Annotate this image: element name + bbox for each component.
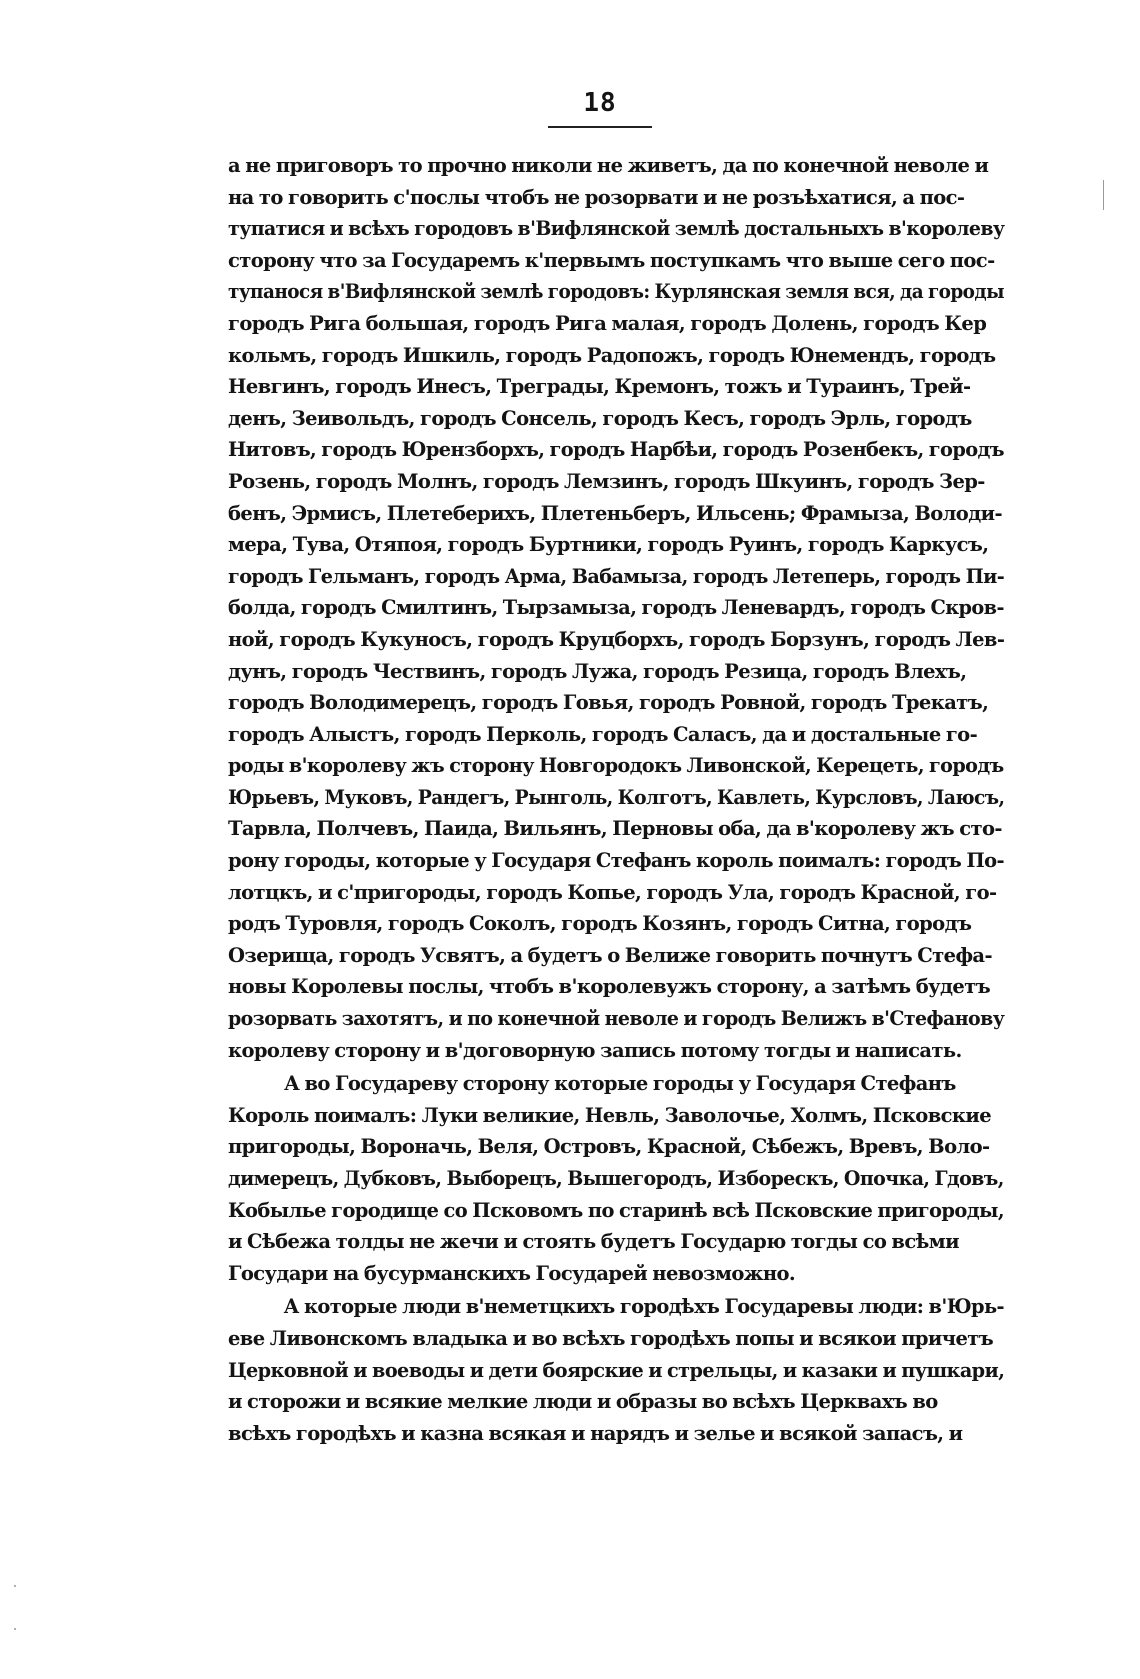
scan-speck [14, 1585, 16, 1587]
text-line: тупатися и всѣхъ городовъ в'Вифлянской землѣ достальныхъ в'королеву [228, 217, 1005, 241]
text-line: рону городы, которые у Государя Стефанъ король поималъ: городъ По- [228, 849, 1005, 873]
text-line: городъ Гельманъ, городъ Арма, Вабамыза, городъ Летеперь, городъ Пи- [228, 564, 1005, 588]
text-line: Кобылье городище со Псковомъ по старинѣ всѣ Псковские пригороды, [228, 1198, 1005, 1222]
text-line: сторону что за Государемъ к'первымъ поступкамъ что выше сего пос- [228, 248, 995, 272]
text-line: еве Ливонскомъ владыка и во всѣхъ городѣхъ попы и всякои причетъ [228, 1326, 994, 1350]
text-line: болда, городъ Смилтинъ, Тырзамыза, городъ Леневардъ, городъ Скров- [228, 596, 1004, 620]
body-text [228, 150, 1004, 1449]
text-line: димерецъ, Дубковъ, Выборецъ, Вышегородъ, Избореcкъ, Опочка, Гдовъ, [228, 1167, 1004, 1190]
text-line: Юрьевъ, Муковъ, Рандегъ, Рынголь, Колготъ, Кавлеть, Курсловъ, Лаюсъ, [228, 785, 1005, 809]
paragraph-first-line: А которые люди в'неметцкихъ городѣхъ Государевы люди: в'Юрь- [283, 1295, 1005, 1319]
text-line: на то говорить с'послы чтобъ не розорвати и не розъѣхатися, а пос- [228, 185, 965, 209]
text-line: Король поималъ: Луки великие, Невль, Заволочье, Холмъ, Псковские [228, 1103, 992, 1127]
paragraph-first-line: А во Государеву сторону которые городы у Государя Стефанъ [284, 1072, 956, 1096]
text-line: городъ Алыстъ, городъ Перколь, городъ Саласъ, да и достальные го- [228, 722, 978, 746]
text-line: бенъ, Эрмисъ, Плетеберихъ, Плетеньберъ, Ильсень; Фрамыза, Володи- [228, 501, 1002, 525]
text-line: и Сѣбежа толды не жечи и стоять будетъ Государю тогды со всѣми [228, 1230, 959, 1254]
text-line: розорвать захотятъ, и по конечной неволе и городъ Велижъ в'Стефанову [228, 1007, 1005, 1031]
text-line: Нитовъ, городъ Юрензборхъ, городъ Нарбѣи, городъ Розенбекъ, городъ [228, 438, 1004, 462]
text-line: тупанося в'Вифлянской землѣ городовъ: Курлянская земля вся, да городы [228, 280, 1004, 304]
text-line: ной, городъ Кукуносъ, городъ Круцборхъ, городъ Борзунъ, городъ Лев- [228, 627, 1005, 651]
text-line: мера, Тува, Отяпоя, городъ Буртники, городъ Руинъ, городъ Каркусъ, [228, 533, 989, 557]
text-line: пригороды, Вороначь, Веля, Островъ, Красной, Сѣбежъ, Вревъ, Воло- [228, 1135, 990, 1159]
text-line: и сторожи и всякие мелкие люди и образы во всѣхъ Церквахъ во [228, 1390, 938, 1414]
text-line: Государи на бусурманскихъ Государей невозможно. [228, 1261, 796, 1285]
text-line: Церковной и воеводы и дети боярские и стрельцы, и казаки и пушкари, [228, 1358, 1005, 1382]
page-number-rule [548, 126, 652, 128]
text-line: лотцкъ, и с'пригороды, городъ Копье, городъ Ула, городъ Красной, го- [228, 880, 997, 904]
text-line: городъ Володимерецъ, городъ Говья, городъ Ровной, городъ Трекатъ, [228, 691, 989, 715]
text-line: кольмъ, городъ Ишкиль, городъ Радопожъ, городъ Юнемендъ, городъ [228, 343, 996, 367]
text-line: городъ Рига большая, городъ Рига малая, городъ Долень, городъ Кер [228, 311, 987, 335]
text-line: королеву сторону и в'договорную запись потому тогды и написать. [228, 1038, 962, 1062]
text-line: а не приговоръ то прочно николи не живетъ, да по конечной неволе и [228, 154, 989, 177]
text-line: новы Королевы послы, чтобъ в'королевужъ сторону, а затѣмъ будетъ [228, 975, 991, 999]
text-line: дунъ, городъ Чествинъ, городъ Лужа, городъ Резица, городъ Влехъ, [228, 659, 967, 683]
text-line: денъ, Зеивольдъ, городъ Сонсель, городъ Кесъ, городъ Эрль, городъ [228, 406, 972, 430]
text-line: Озерища, городъ Усвятъ, а будетъ о Велиже говорить почнутъ Стефа- [228, 943, 992, 967]
margin-mark [1103, 180, 1104, 210]
text-line: роды в'королеву жъ сторону Новгородокъ Ливонской, Керецеть, городъ [228, 754, 1004, 778]
scan-speck [14, 1628, 16, 1630]
text-line: родъ Туровля, городъ Соколъ, городъ Козянъ, городъ Ситна, городъ [228, 912, 972, 936]
page-number: 18 [583, 88, 617, 118]
text-line: Невгинъ, городъ Инесъ, Треграды, Кремонъ, тожъ и Тураинъ, Трей- [228, 375, 971, 399]
text-line: Тарвла, Полчевъ, Паида, Вильянъ, Перновы оба, да в'королеву жъ сто- [228, 817, 1002, 841]
text-line: всѣхъ городѣхъ и казна всякая и нарядъ и зелье и всякой запасъ, и [228, 1421, 963, 1445]
text-line: Розень, городъ Молнъ, городъ Лемзинъ, городъ Шкуинъ, городъ Зер- [228, 469, 985, 493]
